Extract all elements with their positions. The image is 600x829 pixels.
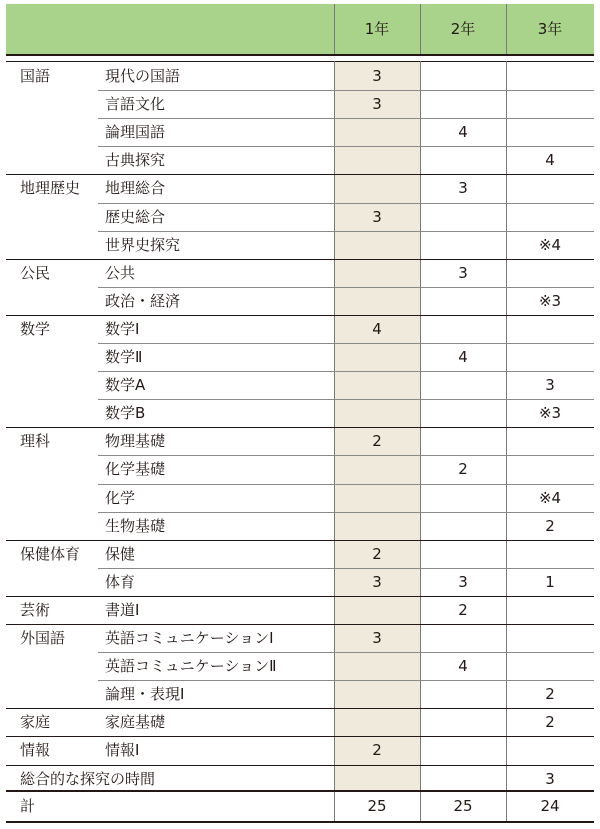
year-2-credits: 3	[458, 263, 468, 282]
year-1-credits	[334, 708, 420, 736]
header-column-divider	[506, 4, 507, 54]
subject-cell: 物理基礎	[105, 432, 166, 451]
subject-cell: 論理・表現Ⅰ	[105, 685, 185, 704]
year-2-credits: 4	[458, 123, 468, 142]
year-1-credits	[334, 596, 420, 624]
year-1-credits	[334, 118, 420, 146]
category-cell: 国語	[20, 67, 51, 85]
subject-cell: 数学A	[105, 376, 146, 395]
table-row	[6, 90, 594, 118]
table-row	[6, 736, 594, 764]
header-column-divider	[334, 4, 335, 54]
year-1-credits	[334, 765, 420, 793]
year-1-credits	[334, 146, 420, 174]
year-2-credits	[420, 399, 506, 427]
year-1-credits	[334, 680, 420, 708]
year-2-credits	[420, 62, 506, 90]
subject-cell: 生物基礎	[105, 516, 166, 535]
year-3-credits	[506, 118, 594, 146]
subject-cell: 古典探究	[105, 151, 166, 170]
year-3-credits: 2	[545, 685, 555, 704]
subject-cell: 家庭基礎	[105, 713, 166, 732]
year-3-credits	[506, 427, 594, 455]
total-year-3: 24	[540, 797, 560, 815]
year-1-credits: 2	[372, 741, 382, 760]
year-1-credits	[334, 343, 420, 371]
header-column-divider	[420, 4, 421, 54]
subject-cell: 公共	[105, 263, 136, 282]
year-2-credits: 2	[458, 460, 468, 479]
year-3-credits	[506, 540, 594, 568]
category-cell: 数学	[20, 319, 51, 338]
table-row	[6, 765, 594, 793]
year-3-credits	[506, 736, 594, 764]
year-1-credits	[334, 455, 420, 483]
year-3-credits	[506, 90, 594, 118]
year-3-credits	[506, 315, 594, 343]
category-cell: 保健体育	[20, 544, 81, 563]
subject-cell: 世界史探究	[105, 235, 181, 254]
year-1-credits	[334, 174, 420, 202]
year-2-credits	[420, 736, 506, 764]
year-1-credits: 4	[372, 319, 382, 338]
year-3-credits	[506, 455, 594, 483]
table-row	[6, 427, 594, 455]
year-2-credits	[420, 540, 506, 568]
subject-cell: 英語コミュニケーションⅡ	[105, 657, 277, 676]
subject-cell: 英語コミュニケーションⅠ	[105, 629, 274, 647]
subject-cell: 情報Ⅰ	[105, 741, 140, 760]
year-2-credits	[420, 203, 506, 231]
total-year-1: 25	[367, 797, 387, 815]
category-cell: 情報	[20, 741, 51, 760]
header-year-1: 1年	[364, 20, 390, 38]
year-2-credits	[420, 287, 506, 315]
year-1-credits	[334, 371, 420, 399]
year-3-credits: ※3	[538, 291, 562, 310]
year-3-credits	[506, 624, 594, 652]
year-3-credits	[506, 174, 594, 202]
year-3-credits: 4	[545, 151, 555, 170]
year-2-credits: 4	[458, 348, 468, 366]
year-2-credits	[420, 765, 506, 793]
year-1-credits	[334, 259, 420, 287]
year-1-credits	[334, 399, 420, 427]
year-1-credits: 2	[372, 432, 382, 451]
table-row	[6, 540, 594, 568]
year-3-credits	[506, 343, 594, 371]
year-2-credits	[420, 427, 506, 455]
year-2-credits	[420, 484, 506, 512]
year-1-credits	[334, 512, 420, 540]
subject-cell: 地理総合	[105, 179, 166, 198]
year-2-credits	[420, 315, 506, 343]
category-cell: 公民	[20, 263, 51, 282]
year-3-credits	[506, 62, 594, 90]
year-3-credits	[506, 596, 594, 624]
year-1-credits	[334, 652, 420, 680]
subject-cell: 書道Ⅰ	[105, 600, 140, 619]
year-2-credits	[420, 146, 506, 174]
subject-cell: 歴史総合	[105, 207, 166, 226]
curriculum-table	[6, 4, 594, 824]
header-year-2: 2年	[450, 20, 476, 38]
table-row	[6, 315, 594, 343]
table-row	[6, 174, 594, 202]
subject-cell: 数学Ⅰ	[105, 319, 140, 338]
subject-cell: 現代の国語	[105, 67, 181, 85]
year-2-credits	[420, 90, 506, 118]
category-cell: 総合的な探究の時間	[20, 769, 156, 788]
table-bottom-rule	[6, 821, 594, 823]
year-1-credits: 3	[372, 207, 382, 226]
category-cell: 家庭	[20, 713, 51, 732]
year-2-credits: 4	[458, 657, 468, 676]
subject-cell: 政治・経済	[105, 291, 181, 310]
year-3-credits	[506, 259, 594, 287]
table-row	[6, 62, 594, 90]
year-1-credits: 3	[372, 67, 382, 85]
year-3-credits: 2	[545, 713, 555, 732]
year-2-credits	[420, 708, 506, 736]
header-year-3: 3年	[537, 20, 563, 38]
year-1-credits	[334, 231, 420, 259]
year-3-credits: 3	[545, 769, 555, 788]
category-cell: 外国語	[20, 629, 66, 647]
year-2-credits	[420, 624, 506, 652]
year-1-credits: 3	[372, 572, 382, 591]
table-row	[6, 512, 594, 540]
total-label: 計	[20, 797, 36, 815]
table-row	[6, 203, 594, 231]
table-row	[6, 399, 594, 427]
table-row	[6, 680, 594, 708]
year-3-credits	[506, 203, 594, 231]
table-row	[6, 568, 594, 596]
year-3-credits: ※4	[538, 488, 562, 507]
subject-cell: 言語文化	[105, 95, 166, 114]
year-3-credits: 2	[545, 516, 555, 535]
year-2-credits	[420, 512, 506, 540]
year-1-credits	[334, 484, 420, 512]
table-row	[6, 118, 594, 146]
subject-cell: 論理国語	[105, 123, 166, 142]
year-3-credits	[506, 652, 594, 680]
table-row	[6, 484, 594, 512]
year-2-credits	[420, 680, 506, 708]
table-row	[6, 231, 594, 259]
category-cell: 地理歴史	[20, 179, 81, 198]
table-row	[6, 287, 594, 315]
year-3-credits: 1	[545, 572, 555, 591]
total-row	[6, 791, 594, 821]
year-2-credits	[420, 371, 506, 399]
year-1-credits: 3	[372, 95, 382, 114]
year-2-credits	[420, 231, 506, 259]
subject-cell: 化学基礎	[105, 460, 166, 479]
table-row	[6, 624, 594, 652]
year-3-credits: ※4	[538, 235, 562, 254]
table-row	[6, 146, 594, 174]
total-year-2: 25	[453, 797, 473, 815]
year-1-credits	[334, 287, 420, 315]
table-row	[6, 343, 594, 371]
year-1-credits: 3	[372, 629, 382, 647]
year-1-credits: 2	[372, 544, 382, 563]
subject-cell: 数学B	[105, 404, 146, 423]
table-row	[6, 596, 594, 624]
year-2-credits: 2	[458, 600, 468, 619]
subject-cell: 体育	[105, 572, 136, 591]
year-2-credits: 3	[458, 572, 468, 591]
subject-cell: 数学Ⅱ	[105, 348, 143, 366]
category-cell: 理科	[20, 432, 51, 451]
year-3-credits: ※3	[538, 404, 562, 423]
table-row	[6, 259, 594, 287]
table-row	[6, 708, 594, 736]
table-row	[6, 652, 594, 680]
year-2-credits: 3	[458, 179, 468, 198]
table-row	[6, 455, 594, 483]
subject-cell: 保健	[105, 544, 136, 563]
subject-cell: 化学	[105, 488, 136, 507]
table-row	[6, 371, 594, 399]
year-3-credits: 3	[545, 376, 555, 395]
category-cell: 芸術	[20, 600, 51, 619]
